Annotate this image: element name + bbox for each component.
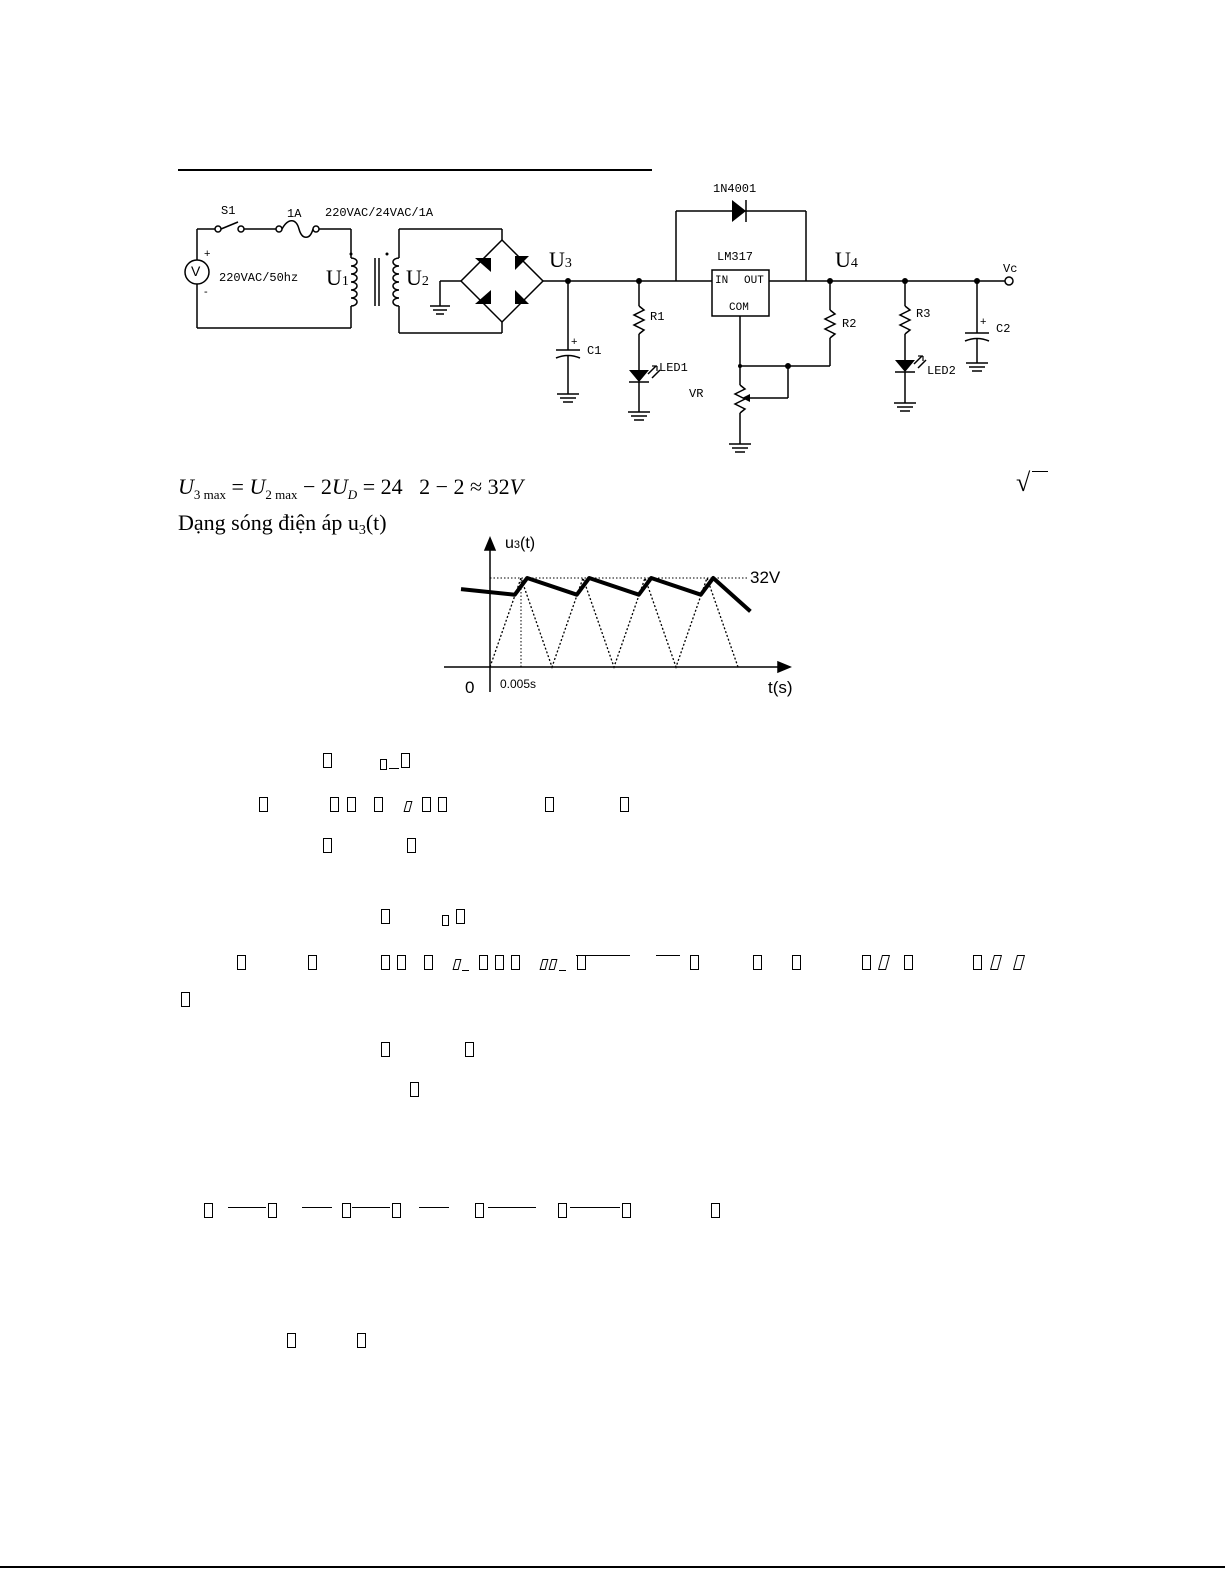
header-rule — [178, 169, 652, 171]
filtered-series — [461, 578, 750, 611]
transformer-rating: 220VAC/24VAC/1A — [325, 206, 434, 220]
c1-plus: + — [571, 336, 578, 348]
waveform-chart — [440, 530, 810, 700]
source-label: 220VAC/50hz — [219, 271, 299, 285]
origin-label: 0 — [465, 678, 475, 697]
regulator-com: COM — [729, 302, 749, 314]
waveform-heading: Dạng sóng điện áp u3(t) — [178, 510, 387, 538]
fuse-label: 1A — [287, 207, 302, 221]
c1-label: C1 — [587, 344, 602, 358]
y-axis-arrow — [485, 538, 495, 550]
r1-label: R1 — [650, 310, 665, 324]
sqrt-symbol: √ — [1016, 468, 1031, 497]
c2-plus: + — [980, 316, 987, 328]
diode-label: 1N4001 — [713, 182, 757, 196]
u3-label: U3 — [549, 247, 572, 272]
x-axis-arrow — [778, 662, 790, 672]
regulator-in: IN — [715, 275, 729, 287]
y-axis-label: u3(t) — [505, 535, 536, 552]
footer-rule — [0, 1566, 1225, 1568]
x-axis-label: t(s) — [768, 678, 793, 697]
u4-label: U4 — [835, 247, 858, 272]
switch-label: S1 — [221, 204, 236, 218]
r2-label: R2 — [842, 317, 857, 331]
r3-label: R3 — [916, 307, 931, 321]
regulator-out: OUT — [744, 275, 764, 287]
u2-label: U2 — [406, 265, 429, 290]
vc-label: Vc — [1003, 262, 1018, 276]
u1-label: U1 — [326, 265, 349, 290]
led2-label: LED2 — [927, 364, 956, 378]
u3max-equation: $U_{3 max} = U_{2 max} - 2U_D = 24$ 2 − 2 ≈ 32V — [178, 474, 524, 502]
led1-label: LED1 — [659, 361, 688, 375]
peak-label: 32V — [750, 568, 781, 587]
vr-label: VR — [689, 387, 704, 401]
regulator-label: LM317 — [717, 250, 754, 264]
c2-label: C2 — [996, 322, 1011, 336]
source-plus: + — [204, 248, 211, 260]
sqrt-bar — [1032, 471, 1048, 472]
voltmeter-icon: V — [191, 263, 201, 279]
source-minus: - — [204, 286, 208, 298]
x-tick-label: 0.005s — [500, 677, 537, 691]
